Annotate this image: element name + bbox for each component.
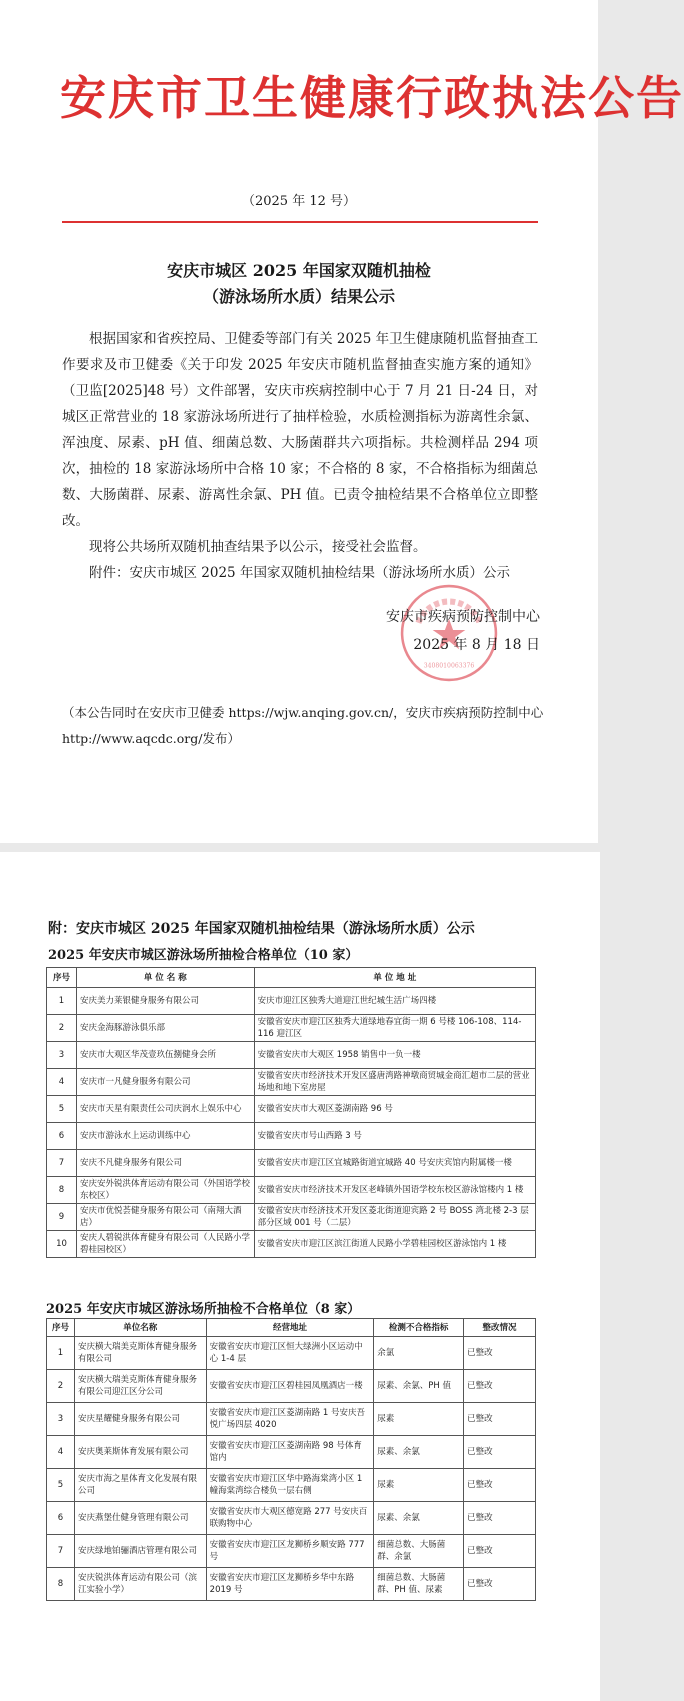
- table-row: [47, 1436, 536, 1469]
- table-cell: 安庆星耀健身服务有限公司: [74, 1403, 206, 1436]
- table-row: [47, 1535, 536, 1568]
- signer-name: 安庆市疾病预防控制中心: [386, 609, 540, 625]
- table-cell: 3: [47, 1403, 75, 1436]
- table-cell: 安庆横大瑞美克斯体育健身服务有限公司: [74, 1337, 206, 1370]
- table-cell: 已整改: [464, 1535, 536, 1568]
- table-cell: 安庆锐洪体育运动有限公司（滨江实验小学）: [74, 1568, 206, 1601]
- title-line-1: 安庆市城区 2025 年国家双随机抽检: [167, 261, 431, 280]
- table-cell: 已整改: [464, 1568, 536, 1601]
- table-cell: 7: [47, 1150, 77, 1177]
- table-cell: 2: [47, 1015, 77, 1042]
- table-cell: 安庆奥莱斯体育发展有限公司: [74, 1436, 206, 1469]
- red-divider: [62, 221, 538, 223]
- notice-body: [62, 326, 538, 586]
- table-cell: 安徽省安庆市迎江区独秀大道绿地春宜街一期 6 号楼 106-108、114-116 迎江区: [254, 1015, 535, 1042]
- table-row: [47, 1177, 536, 1204]
- table-cell: 安庆横大瑞美克斯体育健身服务有限公司迎江区分公司: [74, 1370, 206, 1403]
- unqualified-table-body: [47, 1337, 536, 1601]
- notice-title: [0, 258, 598, 310]
- table-cell: 安庆市优悦荟健身服务有限公司（南翔大酒店）: [76, 1204, 254, 1231]
- table-cell: 1: [47, 1337, 75, 1370]
- notice-headline: 安庆市卫生健康行政执法公告: [60, 71, 684, 125]
- table-cell: 安徽省安庆市迎江区宜城路街道宜城路 40 号安庆宾馆内附属楼一楼: [254, 1150, 535, 1177]
- table-cell: 1: [47, 988, 77, 1015]
- table-cell: 尿素: [374, 1403, 464, 1436]
- table-row: [47, 1015, 536, 1042]
- table-cell: 已整改: [464, 1469, 536, 1502]
- table-cell: 余氯: [374, 1337, 464, 1370]
- table-cell: 已整改: [464, 1337, 536, 1370]
- table-row: [47, 1069, 536, 1096]
- table-cell: 4: [47, 1436, 75, 1469]
- table-cell: 安徽省安庆市号山西路 3 号: [254, 1123, 535, 1150]
- table-cell: 2: [47, 1370, 75, 1403]
- col-header: 整改情况: [464, 1319, 536, 1337]
- table-cell: 8: [47, 1177, 77, 1204]
- table-cell: 4: [47, 1069, 77, 1096]
- table-row: [47, 1123, 536, 1150]
- signing-date: 2025 年 8 月 18 日: [413, 637, 540, 653]
- col-header: 经营地址: [206, 1319, 374, 1337]
- table-cell: 安庆人碧锐洪体育健身有限公司（人民路小学碧桂园校区）: [76, 1231, 254, 1258]
- table-row: [47, 1096, 536, 1123]
- table-row: [47, 1370, 536, 1403]
- table-cell: 安庆市一凡健身服务有限公司: [76, 1069, 254, 1096]
- table-cell: 安庆市天星有限责任公司庆润水上娱乐中心: [76, 1096, 254, 1123]
- col-header: 单 位 名 称: [76, 968, 254, 988]
- table-cell: 安徽省安庆市迎江区碧桂园凤凰酒店一楼: [206, 1370, 374, 1403]
- table-cell: 安庆安外锐洪体育运动有限公司（外国语学校东校区）: [76, 1177, 254, 1204]
- col-header: 检测不合格指标: [374, 1319, 464, 1337]
- table-row: [47, 1150, 536, 1177]
- table-cell: 安徽省安庆市迎江区龙狮桥乡顺安路 777 号: [206, 1535, 374, 1568]
- col-header: 序号: [47, 968, 77, 988]
- signature-block: [386, 603, 540, 659]
- table-cell: 安庆市迎江区独秀大道迎江世纪城生活广场四楼: [254, 988, 535, 1015]
- table-cell: 尿素、余氯: [374, 1436, 464, 1469]
- table-cell: 尿素、余氯、PH 值: [374, 1370, 464, 1403]
- table-cell: 7: [47, 1535, 75, 1568]
- notice-page: [0, 0, 684, 843]
- table-cell: 安徽省安庆市迎江区菱湖南路 1 号安庆吾悦广场四层 4020: [206, 1403, 374, 1436]
- table-cell: 安庆市游泳水上运动训练中心: [76, 1123, 254, 1150]
- publication-footnote: （本公告同时在安庆市卫健委 https://wjw.anqing.gov.cn/，安庆市疾病预防控制中心 http://www.aqcdc.org/发布）: [62, 705, 544, 746]
- table-row: [47, 1502, 536, 1535]
- body-paragraph-1: 根据国家和省疾控局、卫健委等部门有关 2025 年卫生健康随机监督抽查工作要求及市卫健委《关于印发 2025 年安庆市随机监督抽查实施方案的通知》（卫监[2025]48 号）文件部署，安庆市疾病控制中心于 7 月 21 日-24 日，对城区正常营业的 18 家游泳场所进行了抽样检验，水质检测指标为游离性余氯、浑浊度、尿素、pH 值、细菌总数、大肠菌群共六项指标。共检测样品 294 项次，抽检的 18 家游泳场所中合格 10 家；不合格的 8 家，不合格指标为细菌总数、大肠菌群、尿素、游离性余氯、PH 值。已责令抽检结果不合格单位立即整改。: [62, 331, 538, 529]
- table-cell: 安徽省安庆市迎江区龙狮桥乡华中东路 2019 号: [206, 1568, 374, 1601]
- table-row: [47, 1469, 536, 1502]
- table-row: [47, 1403, 536, 1436]
- table-cell: 安徽省安庆市大观区菱湖南路 96 号: [254, 1096, 535, 1123]
- table-row: [47, 1568, 536, 1601]
- table-row: [47, 1042, 536, 1069]
- table-row: [47, 1231, 536, 1258]
- table-row: [47, 988, 536, 1015]
- body-paragraph-3: 附件：安庆市城区 2025 年国家双随机抽检结果（游泳场所水质）公示: [89, 565, 510, 581]
- col-header: 序号: [47, 1319, 75, 1337]
- document-number: （2025 年 12 号）: [241, 194, 357, 209]
- table-cell: 9: [47, 1204, 77, 1231]
- table-cell: 6: [47, 1502, 75, 1535]
- table-cell: 安徽省安庆市经济技术开发区菱北街道迎宾路 2 号 BOSS 湾北楼 2-3 层部分区域 001 号（二层）: [254, 1204, 535, 1231]
- table-cell: 已整改: [464, 1403, 536, 1436]
- table-cell: 尿素、余氯: [374, 1502, 464, 1535]
- table-cell: 安徽省安庆市迎江区滨江街道人民路小学碧桂园校区游泳馆内 1 楼: [254, 1231, 535, 1258]
- annex-title: 附：安庆市城区 2025 年国家双随机抽检结果（游泳场所水质）公示: [48, 921, 475, 937]
- table-cell: 安徽省安庆市迎江区华中路海棠湾小区 1 幢海棠湾综合楼负一层右侧: [206, 1469, 374, 1502]
- table-cell: 已整改: [464, 1370, 536, 1403]
- table-row: [47, 1337, 536, 1370]
- table-cell: 安徽省安庆市大观区 1958 销售中一负一楼: [254, 1042, 535, 1069]
- unqualified-heading: 2025 年安庆市城区游泳场所抽检不合格单位（8 家）: [46, 1302, 361, 1317]
- table-row: [47, 1204, 536, 1231]
- table-cell: 安徽省安庆市迎江区菱湖南路 98 号体育馆内: [206, 1436, 374, 1469]
- table-cell: 安庆不凡健身服务有限公司: [76, 1150, 254, 1177]
- table-cell: 已整改: [464, 1502, 536, 1535]
- table-cell: 安庆美力莱银健身服务有限公司: [76, 988, 254, 1015]
- table-cell: 已整改: [464, 1436, 536, 1469]
- qualified-table-body: [47, 988, 536, 1258]
- seal-code: 3408010063376: [423, 662, 475, 670]
- table-cell: 安庆燕堡仕健身管理有限公司: [74, 1502, 206, 1535]
- table-cell: 细菌总数、大肠菌群、余氯: [374, 1535, 464, 1568]
- title-line-2: （游泳场所水质）结果公示: [202, 287, 395, 306]
- table-cell: 10: [47, 1231, 77, 1258]
- qualified-heading: 2025 年安庆市城区游泳场所抽检合格单位（10 家）: [48, 948, 359, 963]
- table-cell: 安庆市海之星体育文化发展有限公司: [74, 1469, 206, 1502]
- table-cell: 安徽省安庆市经济技术开发区老峰镇外国语学校东校区游泳馆楼内 1 楼: [254, 1177, 535, 1204]
- table-cell: 5: [47, 1469, 75, 1502]
- table-cell: 6: [47, 1123, 77, 1150]
- col-header: 单位名称: [74, 1319, 206, 1337]
- unqualified-table: [46, 1318, 536, 1601]
- table-cell: 安庆市大观区华茂壹玖伍捌健身会所: [76, 1042, 254, 1069]
- table-cell: 尿素: [374, 1469, 464, 1502]
- table-cell: 安庆金海豚游泳俱乐部: [76, 1015, 254, 1042]
- col-header: 单 位 地 址: [254, 968, 535, 988]
- body-paragraph-2: 现将公共场所双随机抽查结果予以公示，接受社会监督。: [89, 539, 427, 555]
- table-cell: 细菌总数、大肠菌群、PH 值、尿素: [374, 1568, 464, 1601]
- table-cell: 8: [47, 1568, 75, 1601]
- table-cell: 安庆绿地铂骊酒店管理有限公司: [74, 1535, 206, 1568]
- table-cell: 5: [47, 1096, 77, 1123]
- table-cell: 安徽省安庆市经济技术开发区盛唐湾路神墩商贸城金商汇超市二层的营业场地和地下室房屋: [254, 1069, 535, 1096]
- table-cell: 3: [47, 1042, 77, 1069]
- qualified-table: [46, 967, 536, 1258]
- table-cell: 安徽省安庆市大观区德宽路 277 号安庆百联购物中心: [206, 1502, 374, 1535]
- table-cell: 安徽省安庆市迎江区恒大绿洲小区运动中心 1-4 层: [206, 1337, 374, 1370]
